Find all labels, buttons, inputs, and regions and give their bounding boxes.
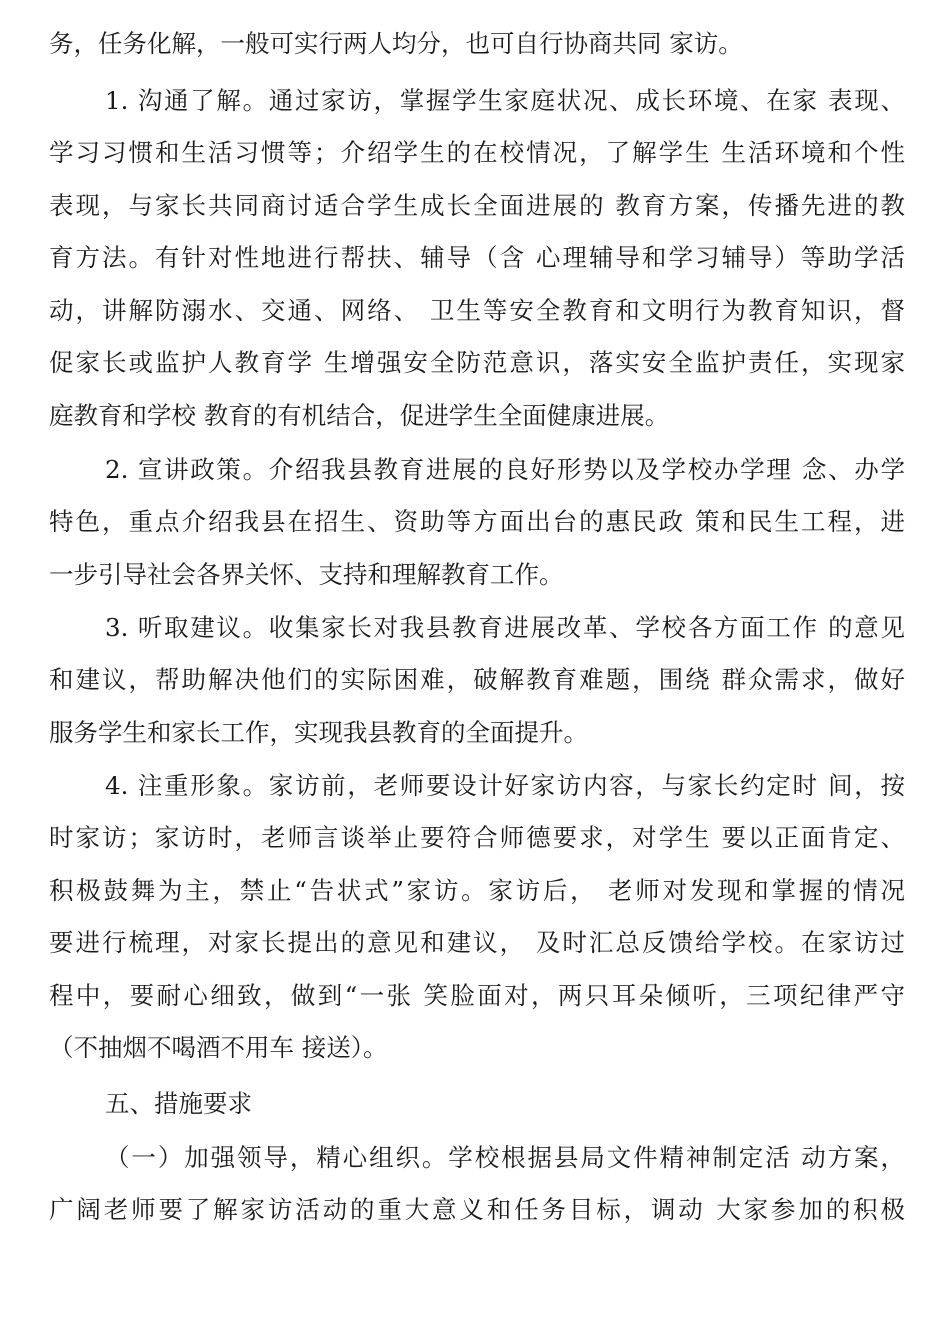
- paragraph-line: 一步引导社会各界关怀、支持和理解教育工作。: [49, 560, 564, 589]
- paragraph-line: 3. 听取建议。收集家长对我县教育进展改革、学校各方面工作 的意见: [105, 613, 905, 642]
- paragraph-line: 学习习惯和生活习惯等；介绍学生的在校情况，了解学生 生活环境和个性: [49, 138, 905, 167]
- paragraph-line: 表现，与家长共同商讨适合学生成长全面进展的 教育方案，传播先进的教: [49, 191, 905, 220]
- paragraph-line: （一）加强领导，精心组织。学校根据县局文件精神制定活 动方案，: [105, 1143, 905, 1172]
- paragraph-line: （不抽烟不喝酒不用车 接送）。: [49, 1033, 388, 1062]
- paragraph-line: 服务学生和家长工作，实现我县教育的全面提升。: [49, 718, 588, 747]
- paragraph-line: 时家访；家访时，老师言谈举止要符合师德要求，对学生 要以正面肯定、: [49, 823, 905, 852]
- paragraph-line: 务，任务化解，一般可实行两人均分，也可自行协商共同 家访。: [49, 29, 743, 58]
- paragraph-line: 2. 宣讲政策。介绍我县教育进展的良好形势以及学校办学理 念、办学: [105, 455, 905, 484]
- paragraph-line: 4. 注重形象。家访前，老师要设计好家访内容，与家长约定时 间，按: [105, 771, 905, 800]
- paragraph-line: 广阔老师要了解家访活动的重大意义和任务目标，调动 大家参加的积极: [49, 1195, 905, 1224]
- paragraph-line: 庭教育和学校 教育的有机结合，促进学生全面健康进展。: [49, 401, 670, 430]
- paragraph-line: 促家长或监护人教育学 生增强安全防范意识，落实安全监护责任，实现家: [49, 348, 905, 377]
- paragraph-line: 动，讲解防溺水、交通、网络、 卫生等安全教育和文明行为教育知识，督: [49, 296, 905, 325]
- paragraph-line: 要进行梳理，对家长提出的意见和建议， 及时汇总反馈给学校。在家访过: [49, 928, 905, 957]
- paragraph-line: 育方法。有针对性地进行帮扶、辅导（含 心理辅导和学习辅导）等助学活: [49, 243, 905, 272]
- section-heading: 五、措施要求: [105, 1089, 252, 1118]
- paragraph-line: 积极鼓舞为主，禁止“告状式”家访。家访后， 老师对发现和掌握的情况: [49, 876, 905, 905]
- paragraph-line: 和建议，帮助解决他们的实际困难，破解教育难题，围绕 群众需求，做好: [49, 665, 905, 694]
- paragraph-line: 程中，要耐心细致，做到“一张 笑脸面对，两只耳朵倾听，三项纪律严守: [49, 981, 905, 1010]
- paragraph-line: 特色，重点介绍我县在招生、资助等方面出台的惠民政 策和民生工程，进: [49, 507, 905, 536]
- paragraph-line: 1. 沟通了解。通过家访，掌握学生家庭状况、成长环境、在家 表现、: [105, 86, 905, 115]
